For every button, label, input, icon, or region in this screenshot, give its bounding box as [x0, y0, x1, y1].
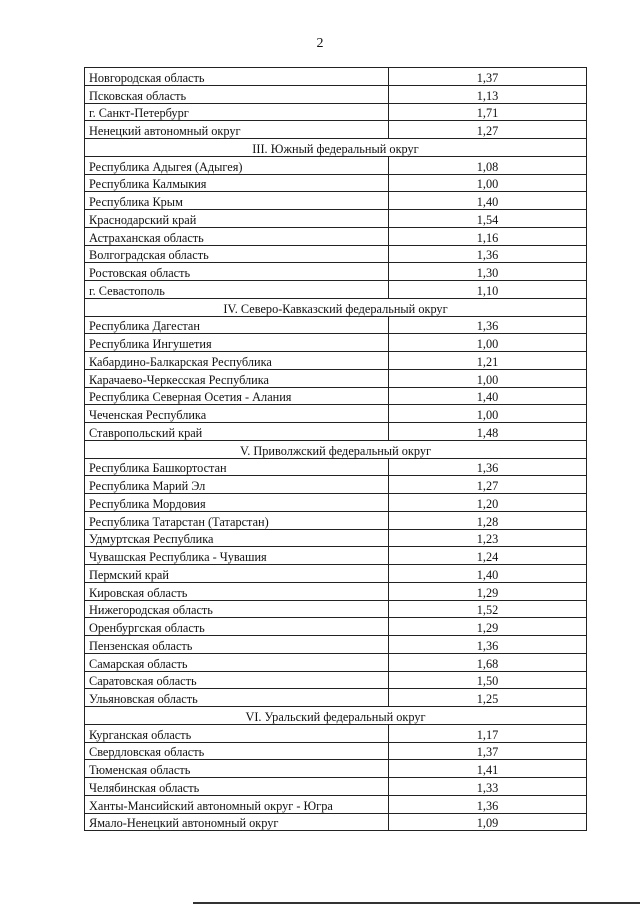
coefficient-value: 1,27 — [389, 121, 587, 139]
region-name: Чувашская Республика - Чувашия — [85, 547, 389, 565]
district-header: III. Южный федеральный округ — [85, 139, 587, 157]
table-row — [85, 174, 587, 192]
region-name: Волгоградская область — [85, 245, 389, 263]
district-header: IV. Северо-Кавказский федеральный округ — [85, 298, 587, 316]
coefficient-value: 1,13 — [389, 85, 587, 103]
coefficient-value: 1,36 — [389, 458, 587, 476]
table-row — [85, 423, 587, 441]
region-name: Ханты-Мансийский автономный округ - Югра — [85, 795, 389, 813]
coefficient-value: 1,36 — [389, 636, 587, 654]
coefficient-value: 1,40 — [389, 192, 587, 210]
coefficient-value: 1,52 — [389, 600, 587, 618]
bottom-rule — [193, 902, 640, 904]
district-header-row — [85, 707, 587, 725]
region-name: Республика Мордовия — [85, 494, 389, 512]
region-name: Кировская область — [85, 582, 389, 600]
region-name: Ненецкий автономный округ — [85, 121, 389, 139]
region-name: Карачаево-Черкесская Республика — [85, 369, 389, 387]
district-header: VI. Уральский федеральный округ — [85, 707, 587, 725]
table-row — [85, 760, 587, 778]
region-name: Республика Дагестан — [85, 316, 389, 334]
table-row — [85, 565, 587, 583]
district-header-row — [85, 139, 587, 157]
table-row — [85, 671, 587, 689]
region-name: Удмуртская Республика — [85, 529, 389, 547]
coefficient-value: 1,00 — [389, 174, 587, 192]
district-header: V. Приволжский федеральный округ — [85, 440, 587, 458]
coefficient-value: 1,36 — [389, 316, 587, 334]
table-row — [85, 121, 587, 139]
table-row — [85, 724, 587, 742]
table-row — [85, 387, 587, 405]
table-row — [85, 582, 587, 600]
coefficient-value: 1,30 — [389, 263, 587, 281]
region-name: Оренбургская область — [85, 618, 389, 636]
region-name: Республика Ингушетия — [85, 334, 389, 352]
table-row — [85, 263, 587, 281]
region-name: Астраханская область — [85, 227, 389, 245]
table-row — [85, 636, 587, 654]
coefficient-value: 1,27 — [389, 476, 587, 494]
coefficient-value: 1,25 — [389, 689, 587, 707]
coefficient-value: 1,00 — [389, 334, 587, 352]
region-name: г. Санкт-Петербург — [85, 103, 389, 121]
coefficient-value: 1,20 — [389, 494, 587, 512]
coefficient-value: 1,00 — [389, 369, 587, 387]
coefficient-value: 1,41 — [389, 760, 587, 778]
coefficient-value: 1,17 — [389, 724, 587, 742]
table-row — [85, 103, 587, 121]
coefficient-value: 1,71 — [389, 103, 587, 121]
coefficient-value: 1,37 — [389, 68, 587, 86]
region-coefficient-table — [84, 67, 587, 831]
coefficient-value: 1,10 — [389, 281, 587, 299]
table-row — [85, 281, 587, 299]
coefficient-value: 1,29 — [389, 618, 587, 636]
table-row — [85, 85, 587, 103]
coefficient-value: 1,08 — [389, 156, 587, 174]
table-body — [85, 68, 587, 831]
coefficient-value: 1,40 — [389, 387, 587, 405]
region-name: Республика Адыгея (Адыгея) — [85, 156, 389, 174]
region-name: Кабардино-Балкарская Республика — [85, 352, 389, 370]
region-name: Саратовская область — [85, 671, 389, 689]
table-row — [85, 316, 587, 334]
table-row — [85, 192, 587, 210]
table-row — [85, 245, 587, 263]
table-row — [85, 494, 587, 512]
district-header-row — [85, 440, 587, 458]
coefficient-value: 1,48 — [389, 423, 587, 441]
region-name: Республика Северная Осетия - Алания — [85, 387, 389, 405]
region-name: Нижегородская область — [85, 600, 389, 618]
table-row — [85, 210, 587, 228]
coefficient-value: 1,36 — [389, 245, 587, 263]
region-name: Тюменская область — [85, 760, 389, 778]
region-name: Ставропольский край — [85, 423, 389, 441]
table-row — [85, 405, 587, 423]
coefficient-value: 1,40 — [389, 565, 587, 583]
coefficient-value: 1,36 — [389, 795, 587, 813]
coefficient-value: 1,00 — [389, 405, 587, 423]
table-row — [85, 618, 587, 636]
table-row — [85, 529, 587, 547]
page-number: 2 — [316, 36, 324, 51]
region-name: Курганская область — [85, 724, 389, 742]
coefficient-value: 1,68 — [389, 653, 587, 671]
region-name: Свердловская область — [85, 742, 389, 760]
region-name: Самарская область — [85, 653, 389, 671]
table-row — [85, 511, 587, 529]
table-row — [85, 547, 587, 565]
table-row — [85, 778, 587, 796]
region-name: Пензенская область — [85, 636, 389, 654]
table-row — [85, 68, 587, 86]
coefficient-value: 1,09 — [389, 813, 587, 831]
region-name: Пермский край — [85, 565, 389, 583]
table-row — [85, 795, 587, 813]
table-row — [85, 742, 587, 760]
region-name: Челябинская область — [85, 778, 389, 796]
region-name: Псковская область — [85, 85, 389, 103]
region-name: Краснодарский край — [85, 210, 389, 228]
table-row — [85, 476, 587, 494]
region-name: Республика Крым — [85, 192, 389, 210]
region-name: Республика Марий Эл — [85, 476, 389, 494]
coefficient-value: 1,28 — [389, 511, 587, 529]
table-row — [85, 369, 587, 387]
coefficient-value: 1,24 — [389, 547, 587, 565]
coefficient-value: 1,37 — [389, 742, 587, 760]
region-name: Ростовская область — [85, 263, 389, 281]
coefficient-value: 1,29 — [389, 582, 587, 600]
coefficient-value: 1,50 — [389, 671, 587, 689]
region-name: Чеченская Республика — [85, 405, 389, 423]
table-row — [85, 813, 587, 831]
region-name: Ямало-Ненецкий автономный округ — [85, 813, 389, 831]
coefficient-value: 1,21 — [389, 352, 587, 370]
region-name: Республика Калмыкия — [85, 174, 389, 192]
table-row — [85, 334, 587, 352]
table-row — [85, 352, 587, 370]
table-row — [85, 600, 587, 618]
table-row — [85, 227, 587, 245]
region-name: Республика Башкортостан — [85, 458, 389, 476]
coefficient-value: 1,54 — [389, 210, 587, 228]
region-name: Республика Татарстан (Татарстан) — [85, 511, 389, 529]
region-name: Новгородская область — [85, 68, 389, 86]
coefficient-value: 1,16 — [389, 227, 587, 245]
coefficient-value: 1,23 — [389, 529, 587, 547]
table-row — [85, 458, 587, 476]
region-name: г. Севастополь — [85, 281, 389, 299]
table-row — [85, 156, 587, 174]
district-header-row — [85, 298, 587, 316]
region-name: Ульяновская область — [85, 689, 389, 707]
table-row — [85, 653, 587, 671]
coefficient-value: 1,33 — [389, 778, 587, 796]
table-row — [85, 689, 587, 707]
